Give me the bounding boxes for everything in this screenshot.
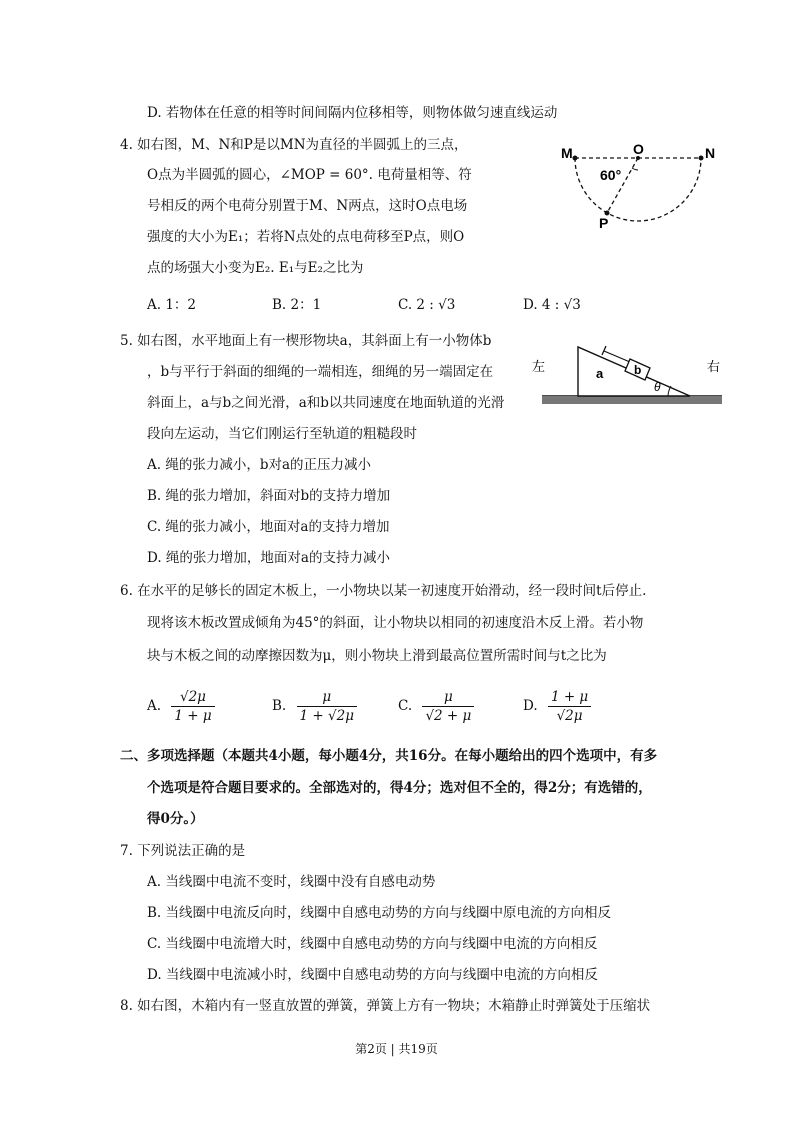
q5-option-a: A. 绳的张力减小，b对a的正压力减小 (147, 457, 372, 473)
q7-option-a: A. 当线圈中电流不变时，线圈中没有自感电动势 (147, 874, 436, 890)
q4-label-o: O (633, 141, 644, 157)
q6-option-a (147, 688, 215, 725)
q5-stem-line4: 段向左运动，当它们刚运行至轨道的粗糙段时 (147, 426, 417, 442)
page-footer: 第2页 | 共19页 (355, 1042, 438, 1056)
section2-heading-line1: 二、多项选择题（本题共4小题，每小题4分，共16分。在每小题给出的四个选项中，有多 (120, 748, 658, 764)
q5-wedge-diagram (530, 335, 730, 410)
q6-option-d-label: D. (523, 698, 538, 714)
q6-option-d-denominator: √2μ (556, 708, 583, 724)
q5-label-left: 左 (532, 359, 546, 374)
q4-label-n: N (705, 145, 716, 161)
q6-option-d-numerator: 1 + μ (548, 688, 591, 707)
q6-option-c (398, 688, 474, 725)
q5-stem-line3: 斜面上，a与b之间光滑，a和b以共同速度在地面轨道的光滑 (147, 395, 505, 411)
q8-stem-line1: 8. 如右图，木箱内有一竖直放置的弹簧，弹簧上方有一物块；木箱静止时弹簧处于压缩状 (120, 998, 651, 1014)
q4-option-c: C. 2 : √3 (398, 297, 456, 313)
q5-label-theta: θ (654, 380, 661, 394)
q4-option-a: A. 1：2 (147, 297, 197, 313)
q6-option-c-numerator: μ (422, 688, 474, 707)
q6-option-c-denominator: √2 + μ (425, 708, 472, 724)
q5-label-a: a (596, 366, 604, 381)
q4-angle-label: 60° (600, 167, 622, 183)
q4-option-d: D. 4 : √3 (523, 297, 581, 313)
section2-heading-line2: 个选项是符合题目要求的。全部选对的，得4分；选对但不全的，得2分；有选错的， (147, 780, 652, 796)
q4-stem-line4: 强度的大小为E₁；若将N点处的点电荷移至P点，则O (147, 229, 465, 245)
q5-option-b: B. 绳的张力增加，斜面对b的支持力增加 (147, 488, 391, 504)
q7-option-d: D. 当线圈中电流减小时，线圈中自感电动势的方向与线圈中电流的方向相反 (147, 967, 598, 983)
q5-label-right: 右 (707, 359, 721, 374)
q6-option-d (523, 688, 591, 725)
q4-stem-line5: 点的场强大小变为E₂. E₁与E₂之比为 (147, 260, 364, 276)
q6-stem-line1: 6. 在水平的足够长的固定木板上，一小物块以某一初速度开始滑动，经一段时间t后停止. (120, 583, 647, 599)
q5-stem-line1: 5. 如右图，水平地面上有一楔形物块a，其斜面上有一小物体b (120, 333, 492, 349)
q6-option-a-numerator: √2μ (171, 688, 214, 707)
q6-option-a-label: A. (147, 698, 162, 714)
q4-stem-line3: 号相反的两个电荷分别置于M、N两点，这时O点电场 (147, 198, 468, 214)
q6-stem-line2: 现将该木板改置成倾角为45°的斜面，让小物块以相同的初速度沿木反上滑。若小物 (147, 615, 644, 631)
q6-option-a-denominator: 1 + μ (174, 708, 212, 724)
q6-option-b-denominator: 1 + √2μ (299, 708, 354, 724)
q5-option-c: C. 绳的张力减小，地面对a的支持力增加 (147, 519, 390, 535)
q7-option-b: B. 当线圈中电流反向时，线圈中自感电动势的方向与线圈中原电流的方向相反 (147, 905, 612, 921)
q4-stem-line1: 4. 如右图，M、N和P是以MN为直径的半圆弧上的三点， (120, 137, 468, 153)
q3-option-d: D. 若物体在任意的相等时间间隔内位移相等，则物体做匀速直线运动 (147, 105, 558, 121)
q6-option-b-label: B. (272, 698, 287, 714)
q5-option-d: D. 绳的张力增加，地面对a的支持力减小 (147, 550, 390, 566)
q7-stem: 7. 下列说法正确的是 (120, 843, 246, 859)
q6-stem-line3: 块与木板之间的动摩擦因数为μ，则小物块上滑到最高位置所需时间与t之比为 (147, 648, 607, 664)
q6-option-b (272, 688, 357, 725)
q4-label-p: P (599, 215, 609, 231)
q4-stem-line2: O点为半圆弧的圆心，∠MOP = 60°. 电荷量相等、符 (147, 167, 472, 183)
q6-option-b-numerator: μ (297, 688, 357, 707)
q6-option-c-label: C. (398, 698, 413, 714)
q4-option-b: B. 2：1 (272, 297, 322, 313)
q7-option-c: C. 当线圈中电流增大时，线圈中自感电动势的方向与线圈中电流的方向相反 (147, 936, 598, 952)
q5-label-b: b (634, 363, 642, 377)
section2-heading-line3: 得0分。） (147, 811, 204, 827)
q4-label-m: M (561, 145, 573, 161)
q5-stem-line2: ，b与平行于斜面的细绳的一端相连，细绳的另一端固定在 (147, 364, 494, 380)
q4-semicircle-diagram (555, 140, 725, 235)
